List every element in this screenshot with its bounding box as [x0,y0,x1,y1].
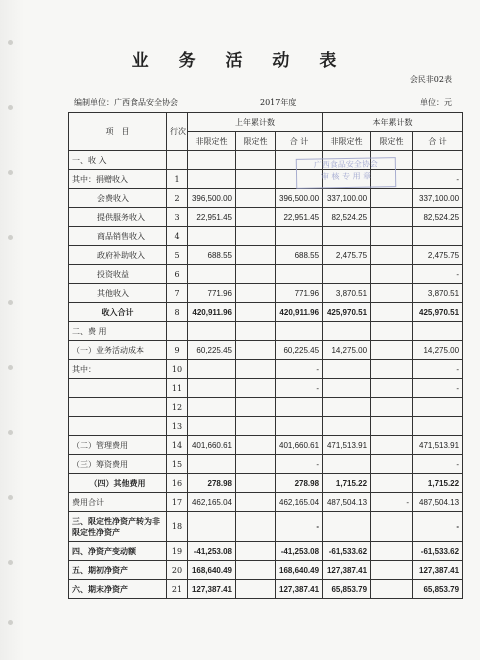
table-row [69,561,463,580]
stamp-line: 审 核 专 用 章 [320,171,372,182]
table-row [69,303,463,322]
row-item: 投资收益 [69,265,167,284]
row-item [69,417,167,436]
row-value [371,379,413,398]
row-item: 商品销售收入 [69,227,167,246]
row-number: 9 [167,341,188,360]
row-item: 六、期末净资产 [69,580,167,599]
row-value: 168,640.49 [188,561,236,580]
row-value [413,417,463,436]
row-value: 168,640.49 [276,561,323,580]
table-row [69,474,463,493]
row-number: 1 [167,170,188,189]
row-value: 462,165.04 [188,493,236,512]
row-value [188,151,236,170]
table-row [69,512,463,542]
row-value [276,417,323,436]
row-value: -41,253.08 [188,542,236,561]
row-item: （二）管理费用 [69,436,167,455]
row-value: 22,951.45 [188,208,236,227]
row-value [236,227,276,246]
row-value [188,322,236,341]
header-item: 项 目 [69,113,167,151]
row-number: 3 [167,208,188,227]
row-value: 401,660.61 [188,436,236,455]
row-value [323,227,371,246]
row-value [323,455,371,474]
row-value [413,151,463,170]
punch-hole [8,235,13,240]
row-value: - [413,170,463,189]
row-value [236,512,276,542]
row-value: 3,870.51 [413,284,463,303]
row-value: 487,504.13 [323,493,371,512]
row-value [236,170,276,189]
header-row-no: 行次 [167,113,188,151]
header-restricted: 限定性 [236,132,276,151]
row-value: 462,165.04 [276,493,323,512]
punch-hole [8,300,13,305]
row-item: 其中： [69,360,167,379]
row-value: - [413,512,463,542]
table-row [69,398,463,417]
row-number: 6 [167,265,188,284]
row-item: 其中：捐赠收入 [69,170,167,189]
row-value: 82,524.25 [323,208,371,227]
row-value [371,227,413,246]
punch-hole [8,105,13,110]
row-value [188,512,236,542]
table-row [69,246,463,265]
row-value [188,265,236,284]
row-item [69,379,167,398]
row-item: 三、限定性净资产转为非限定性净资产 [69,512,167,542]
row-value: -61,533.62 [413,542,463,561]
row-item: 二、费 用 [69,322,167,341]
row-value: 14,275.00 [413,341,463,360]
row-item: （一）业务活动成本 [69,341,167,360]
row-number: 2 [167,189,188,208]
table-row [69,151,463,170]
row-value [236,208,276,227]
table-row [69,265,463,284]
row-value [236,474,276,493]
row-number: 4 [167,227,188,246]
row-value [276,265,323,284]
header-this-year: 本年累计数 [323,113,463,132]
row-value: 14,275.00 [323,341,371,360]
row-value: - [276,512,323,542]
row-value [371,284,413,303]
row-item: （三）筹资费用 [69,455,167,474]
row-value [371,436,413,455]
row-value [236,455,276,474]
row-value [371,189,413,208]
row-value [413,322,463,341]
row-value: 3,870.51 [323,284,371,303]
row-value: 401,660.61 [276,436,323,455]
page-title: 业 务 活 动 表 [131,51,349,71]
stamp-line: 广西食品安全协会 [313,159,378,170]
row-item: 会费收入 [69,189,167,208]
row-item: （四）其他费用 [69,474,167,493]
row-value [371,580,413,599]
table-row [69,493,463,512]
row-value [236,580,276,599]
row-item: 政府补助收入 [69,246,167,265]
row-value [323,417,371,436]
table-row [69,227,463,246]
punch-hole [8,430,13,435]
table-row [69,455,463,474]
row-value [323,360,371,379]
row-value: 1,715.22 [413,474,463,493]
row-value: -41,253.08 [276,542,323,561]
table-row [69,379,463,398]
row-number: 13 [167,417,188,436]
audit-stamp [296,157,397,189]
row-value [236,542,276,561]
row-item: 四、净资产变动额 [69,542,167,561]
row-value: - [413,265,463,284]
binding-margin [0,0,24,660]
row-value: - [371,493,413,512]
row-value [413,398,463,417]
row-number: 21 [167,580,188,599]
row-value: - [276,455,323,474]
header-last-year: 上年累计数 [188,113,323,132]
row-value [371,455,413,474]
table-row [69,360,463,379]
row-value [236,189,276,208]
row-value [371,561,413,580]
row-value [236,151,276,170]
form-number: 会民非02表 [409,75,452,84]
table-row [69,542,463,561]
row-value [236,265,276,284]
row-value: 60,225.45 [188,341,236,360]
row-value [188,379,236,398]
row-value: 396,500.00 [188,189,236,208]
row-value: 127,387.41 [323,561,371,580]
row-number: 18 [167,512,188,542]
row-value [371,322,413,341]
row-value: - [276,360,323,379]
row-value [188,398,236,417]
row-number: 5 [167,246,188,265]
row-item: 提供服务收入 [69,208,167,227]
row-value: 2,475.75 [413,246,463,265]
row-item: 其他收入 [69,284,167,303]
row-number: 8 [167,303,188,322]
row-value: 471,513.91 [323,436,371,455]
table-row [69,417,463,436]
table-row [69,580,463,599]
row-value: 127,387.41 [413,561,463,580]
row-value: - [413,360,463,379]
organization: 编制单位：广西食品安全协会 [74,98,178,107]
table-row [69,436,463,455]
row-value [323,265,371,284]
header-total: 合 计 [276,132,323,151]
row-number: 7 [167,284,188,303]
row-value [276,227,323,246]
table-row [69,284,463,303]
punch-hole [8,365,13,370]
row-value [236,398,276,417]
punch-hole [8,560,13,565]
row-value [323,398,371,417]
row-value: 487,504.13 [413,493,463,512]
row-value: 771.96 [188,284,236,303]
header-restricted: 限定性 [371,132,413,151]
row-item: 费用合计 [69,493,167,512]
row-value [371,265,413,284]
table-row [69,322,463,341]
row-value: 82,524.25 [413,208,463,227]
row-value [371,512,413,542]
row-value: - [413,379,463,398]
activity-table [68,112,463,599]
row-number [167,151,188,170]
row-value [236,379,276,398]
report-year: 2017年度 [260,98,297,107]
row-value [236,322,276,341]
row-value [236,246,276,265]
row-value [371,542,413,561]
table-row [69,208,463,227]
table-row [69,170,463,189]
row-value [188,227,236,246]
row-value [323,379,371,398]
row-value [236,284,276,303]
row-value: - [276,379,323,398]
row-number: 14 [167,436,188,455]
row-number: 12 [167,398,188,417]
row-number: 19 [167,542,188,561]
row-value: 425,970.51 [413,303,463,322]
currency-unit: 单位：元 [420,98,452,107]
row-value [323,512,371,542]
row-value: 688.55 [276,246,323,265]
row-value: 337,100.00 [323,189,371,208]
row-value [276,398,323,417]
row-value: 771.96 [276,284,323,303]
row-value [371,360,413,379]
row-number: 17 [167,493,188,512]
row-value: 471,513.91 [413,436,463,455]
row-number: 16 [167,474,188,493]
row-value [236,436,276,455]
row-value: -61,533.62 [323,542,371,561]
row-number: 10 [167,360,188,379]
row-value: 688.55 [188,246,236,265]
row-value [323,322,371,341]
row-value: 278.98 [188,474,236,493]
punch-hole [8,620,13,625]
row-value [371,246,413,265]
row-value [371,208,413,227]
punch-hole [8,40,13,45]
row-value: 396,500.00 [276,189,323,208]
header-unrestricted: 非限定性 [188,132,236,151]
row-value: 278.98 [276,474,323,493]
row-value [236,493,276,512]
row-value [236,303,276,322]
row-value [236,417,276,436]
row-value [236,341,276,360]
row-number [167,322,188,341]
row-item: 一、收 入 [69,151,167,170]
row-value: 420,911.96 [188,303,236,322]
row-value: 420,911.96 [276,303,323,322]
row-number: 20 [167,561,188,580]
row-value: 1,715.22 [323,474,371,493]
row-value [188,417,236,436]
header-total: 合 计 [413,132,463,151]
row-value: 425,970.51 [323,303,371,322]
row-item: 五、期初净资产 [69,561,167,580]
row-value [371,341,413,360]
punch-hole [8,495,13,500]
table-row [69,189,463,208]
row-value [236,561,276,580]
row-value [188,455,236,474]
header-unrestricted: 非限定性 [323,132,371,151]
row-value: 337,100.00 [413,189,463,208]
punch-hole [8,170,13,175]
row-value: 22,951.45 [276,208,323,227]
row-value: 127,387.41 [276,580,323,599]
row-value [371,303,413,322]
row-value [188,360,236,379]
row-item: 收入合计 [69,303,167,322]
row-value: - [413,455,463,474]
row-value: 65,853.79 [413,580,463,599]
row-value [236,360,276,379]
row-number: 15 [167,455,188,474]
table-row [69,341,463,360]
row-value: 127,387.41 [188,580,236,599]
row-value: 2,475.75 [323,246,371,265]
row-value: 65,853.79 [323,580,371,599]
row-item [69,398,167,417]
row-number: 11 [167,379,188,398]
row-value [188,170,236,189]
row-value [371,474,413,493]
row-value [276,322,323,341]
row-value [371,398,413,417]
row-value: 60,225.45 [276,341,323,360]
row-value [371,417,413,436]
row-value [413,227,463,246]
